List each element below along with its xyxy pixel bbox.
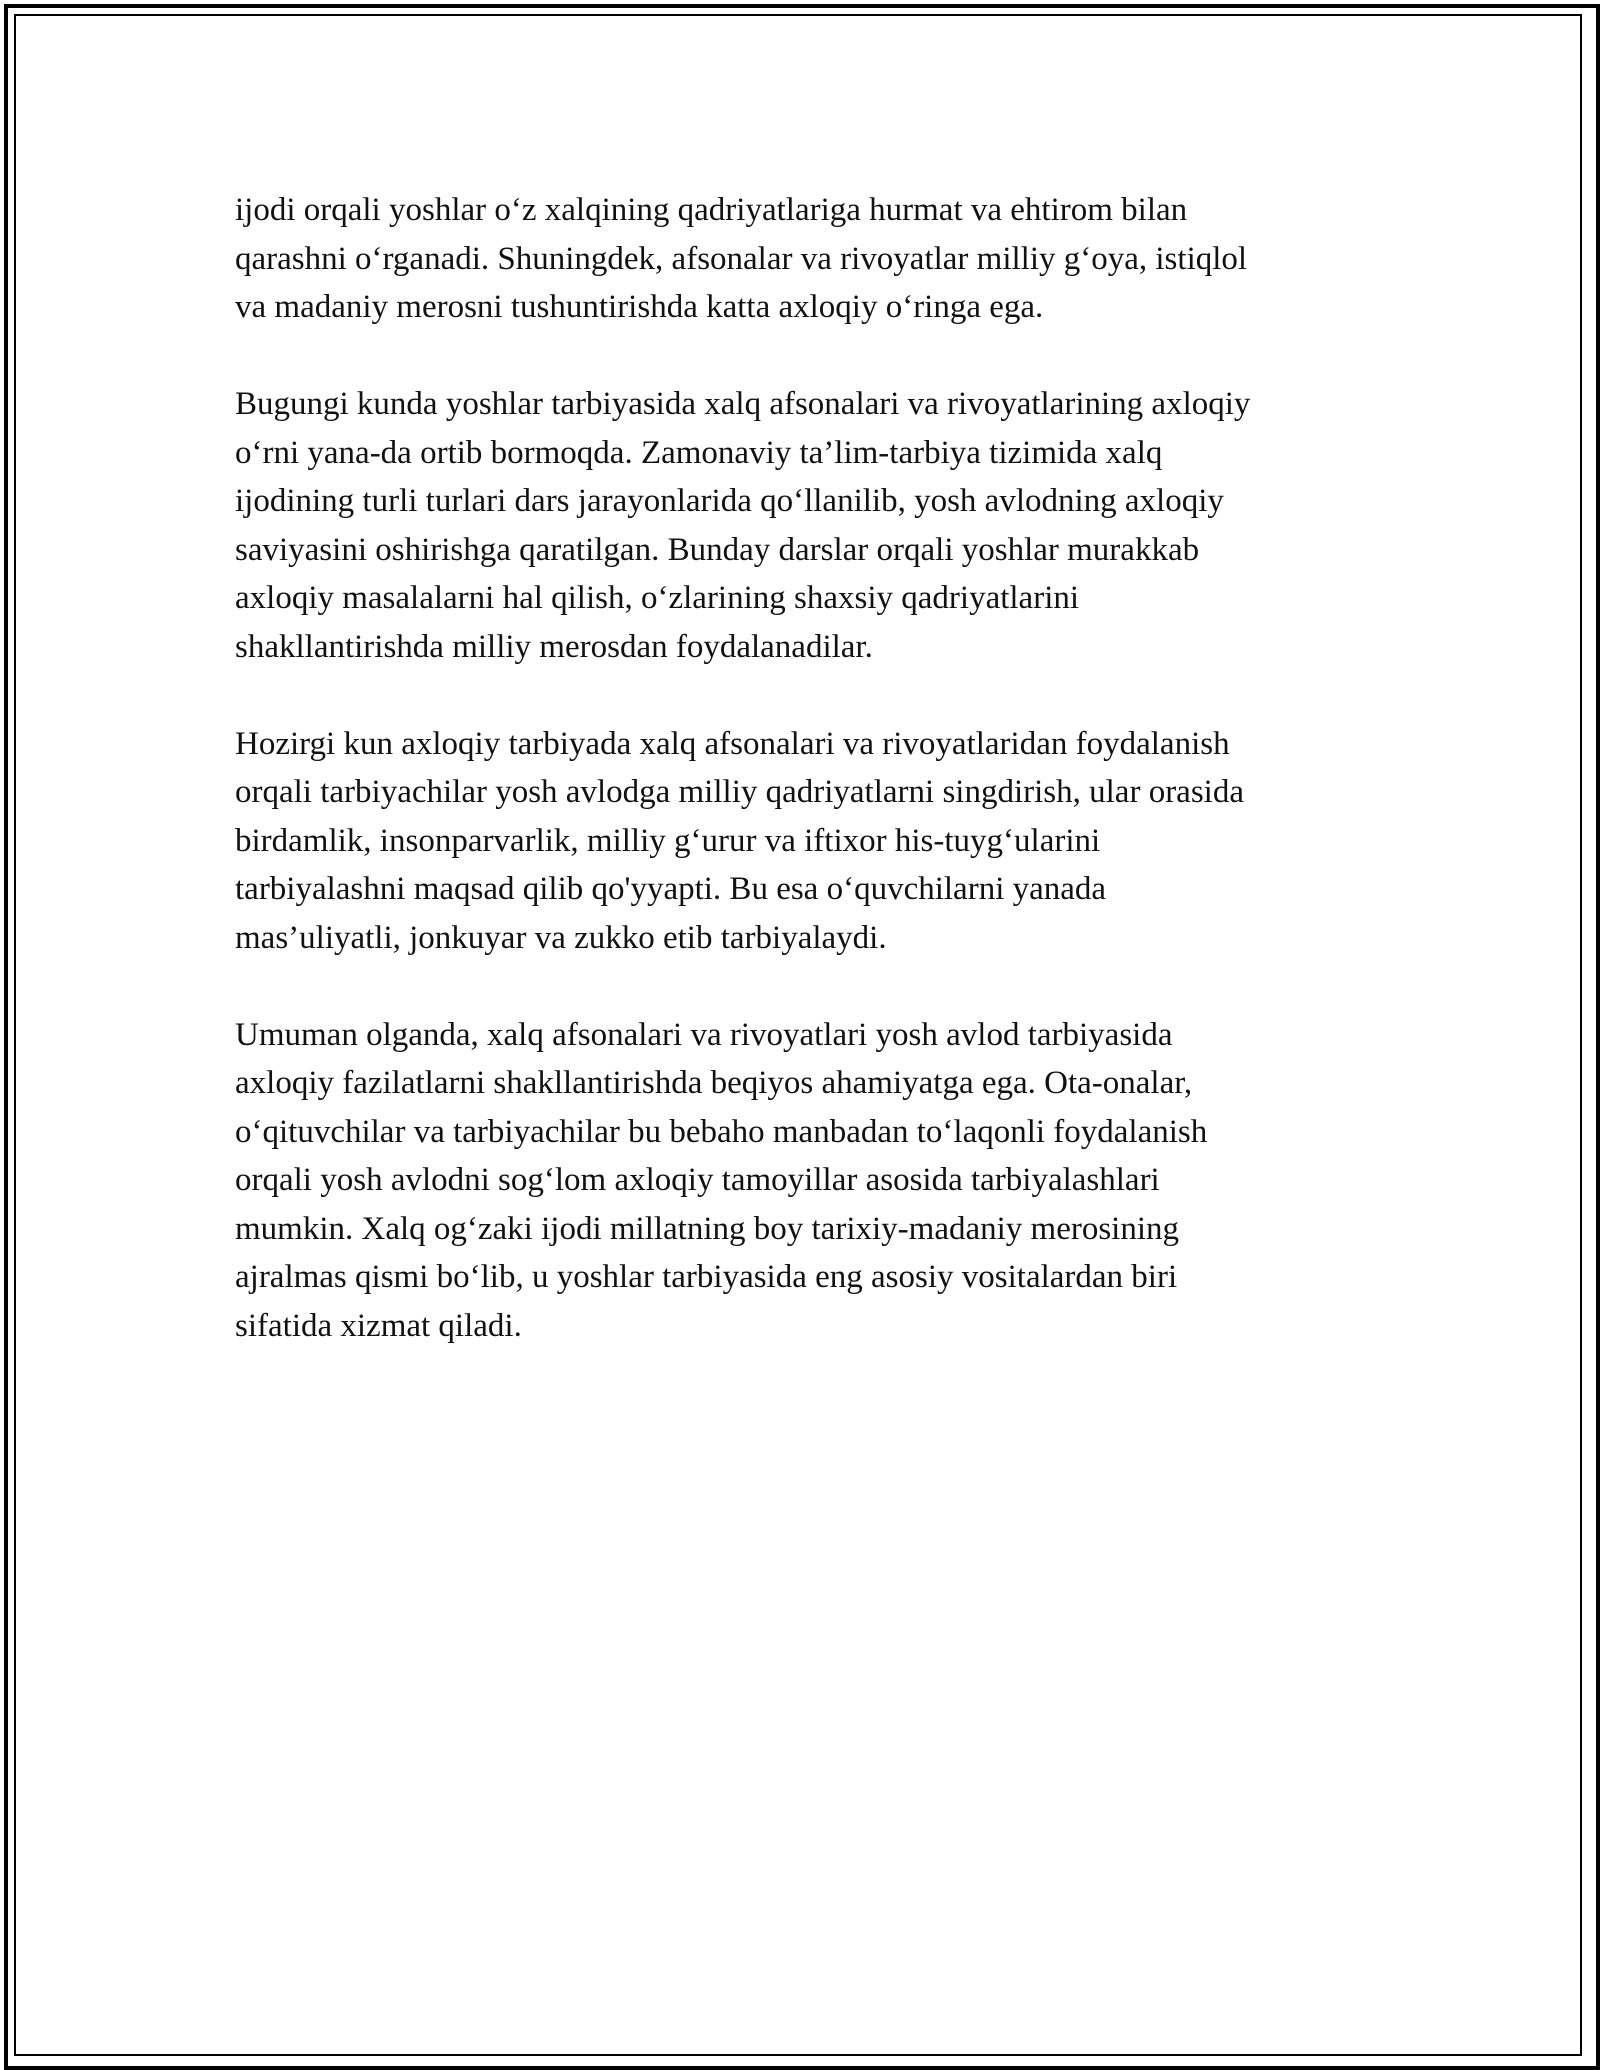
paragraph-4: Umuman olganda, xalq afsonalari va rivoyatlari yosh avlod tarbiyasida axloqiy fazilatlarni shakllantirishda beqiyos ahamiyatga ega. Ota-onalar, o‘qituvchilar va tarbiyachilar bu bebaho manbadan to‘laqonli foydalanish orqali yosh avlodni sog‘lom axloqiy tamoyillar asosida tarbiyalashlari mumkin. Xalq og‘zaki ijodi millatning boy tarixiy-madaniy merosining ajralmas qismi bo‘lib, u yoshlar tarbiyasida eng asosiy vositalardan biri sifatida xizmat qiladi. bbox=[235, 1016, 1208, 1344]
paragraph-2: Bugungi kunda yoshlar tarbiyasida xalq afsonalari va rivoyatlarining axloqiy o‘rni yana-da ortib bormoqda. Zamonaviy ta’lim-tarbiya tizimida xalq ijodining turli turlari dars jarayonlarida qo‘llanilib, yosh avlodning axloqiy saviyasini oshirishga qaratilgan. Bunday darslar orqali yoshlar murakkab axloqiy masalalarni hal qilish, o‘zlarining shaxsiy qadriyatlarini shakllantirishda milliy merosdan foydalanadilar. bbox=[235, 386, 1251, 665]
document-body bbox=[235, 186, 1375, 1399]
paragraph-3: Hozirgi kun axloqiy tarbiyada xalq afsonalari va rivoyatlaridan foydalanish orqali tarbiyachilar yosh avlodga milliy qadriyatlarni singdirish, ular orasida birdamlik, insonparvarlik, milliy g‘urur va iftixor his-tuyg‘ularini tarbiyalashni maqsad qilib qo'yyapti. Bu esa o‘quvchilarni yanada mas’uliyatli, jonkuyar va zukko etib tarbiyalaydi. bbox=[235, 725, 1244, 956]
paragraph-1: ijodi orqali yoshlar o‘z xalqining qadriyatlariga hurmat va ehtirom bilan qarashni o‘rganadi. Shuningdek, afsonalar va rivoyatlar milliy g‘oya, istiqlol va madaniy merosni tushuntirishda katta axloqiy o‘ringa ega. bbox=[235, 192, 1248, 325]
